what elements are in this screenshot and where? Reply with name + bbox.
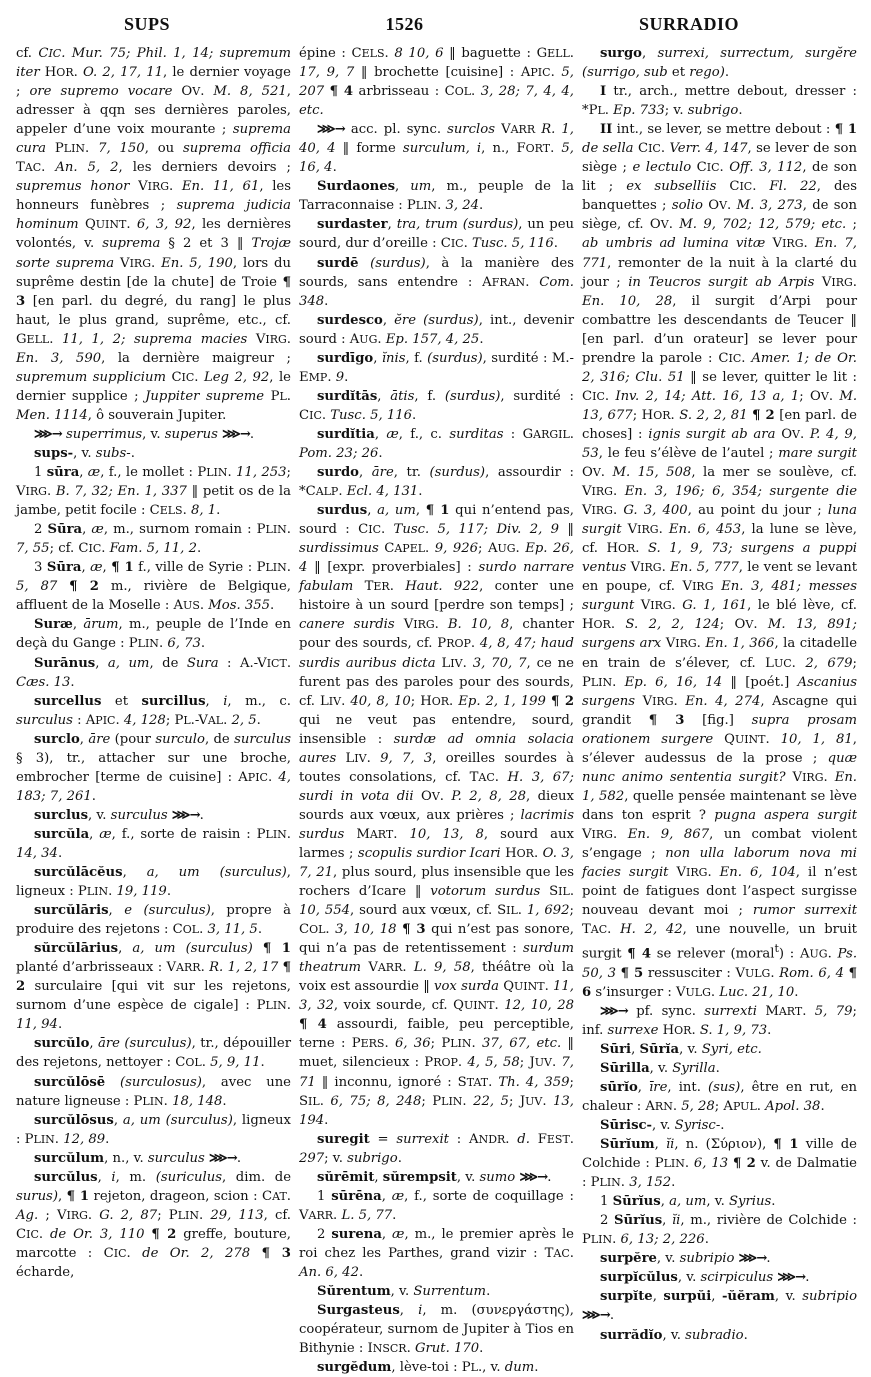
dictionary-entry: I tr., arch., mettre debout, dresser : *PL. Ep. 733; v. subrigo. — [582, 84, 857, 119]
dictionary-entry: Suræ, ārum, m., peuple de l’Inde en deçà du Gange : PLIN. 6, 73. — [16, 617, 291, 652]
dictionary-entry: 1 sūra, æ, f., le mollet : PLIN. 11, 253; VIRG. B. 7, 32; En. 1, 337 ‖ petit os de la jambe, petit focile : CELS. 8, 1. — [16, 465, 292, 519]
dictionary-entry: Sūrisc-, v. Syrisc-. — [600, 1118, 725, 1134]
dictionary-entry: surcŭlāris, e (surculus), propre à produire des rejetons : COL. 3, 11, 5. — [16, 903, 291, 938]
dictionary-entry: surcŭlācĕus, a, um (surculus), ligneux : PLIN. 19, 119. — [16, 865, 291, 900]
dictionary-entry: 3 Sūra, æ, ¶ 1 f., ville de Syrie : PLIN. 5, 87 ¶ 2 m., rivière de Belgique, affluent de la Moselle : AUS. Mos. 355. — [16, 560, 291, 614]
entry-continuation: cf. CIC. Mur. 75; Phil. 1, 14; supremum iter HOR. O. 2, 17, 11, le dernier voyage ; ore supremo vocare OV. M. 8, 521, adresser à qqn ses dernières paroles, appeler d’une voix mourante ; suprema cura PLIN. 7, 150, ou suprema officia TAC. An. 5, 2, les derniers devoirs ; supremus honor VIRG. En. 11, 61, les honneurs funèbres ; suprema judicia hominum QUINT. 6, 3, 92, les dernières volontés, v. suprema § 2 et 3 ‖ Trojæ sorte suprema VIRG. En. 5, 190, lors du suprême destin [de la chute] de Troie ¶ 3 [en parl. du degré, du rang] le plus haut, le plus grand, suprême, etc., cf. GELL. 11, 1, 2; suprema macies VIRG. En. 3, 590, la dernière maigreur ; supremum supplicium CIC. Leg 2, 92, le dernier supplice ; Juppiter supreme PL. Men. 1114, ô souverain Jupiter. — [16, 46, 292, 423]
dictionary-entry: surcŭlum, n., v. surculus ⋙→. — [34, 1150, 242, 1166]
dictionary-entry: surcŭlo, āre (surculus), tr., dépouiller des rejetons, nettoyer : COL. 5, 9, 11. — [16, 1036, 292, 1071]
dictionary-entry: surcellus et surcillus, i, m., c. surculus : APIC. 4, 128; PL.-VAL. 2, 5. — [16, 693, 291, 728]
dictionary-entry: 2 Sūra, æ, m., surnom romain : PLIN. 7, 55; cf. CIC. Fam. 5, 11, 2. — [16, 522, 291, 557]
dictionary-entry: Sūrilla, v. Syrilla. — [600, 1060, 720, 1076]
dictionary-entry: surcŭlus, i, m. (suriculus, dim. de surus), ¶ 1 rejeton, drageon, scion : CAT. Ag. ; VIRG. G. 2, 87; PLIN. 29, 113, cf. CIC. de Or. 3, 110 ¶ 2 greffe, bouture, marcotte : CIC. de Or. 2, 278 ¶ 3 écharde, — [16, 1169, 292, 1280]
dictionary-entry: surdĭtās, ātis, f. (surdus), surdité : CIC. Tusc. 5, 116. — [299, 388, 574, 423]
running-header — [16, 14, 857, 44]
entry-continuation: épine : CELS. 8 10, 6 ‖ baguette : GELL. 17, 9, 7 ‖ brochette [cuisine] : APIC. 5, 207 ¶ 4 arbrisseau : COL. 3, 28; 7, 4, 4, etc. — [299, 46, 574, 119]
dictionary-entry: ⋙→ superrimus, v. superus ⋙→. — [34, 426, 255, 442]
column-2 — [299, 44, 575, 1376]
dictionary-entry: surcŭlōsē (surculosus), avec une nature ligneuse : PLIN. 18, 148. — [16, 1074, 291, 1109]
dictionary-entry: Sūrĭum, ĭi, n. (Σύριον), ¶ 1 ville de Colchide : PLIN. 6, 13 ¶ 2 v. de Dalmatie : PLIN. 3, 152. — [582, 1137, 857, 1191]
dictionary-entry: sŭrcŭlārius, a, um (surculus) ¶ 1 planté d’arbrisseaux : VARR. R. 1, 2, 17 ¶ 2 surculaire [qui vit sur les rejetons, surnom d’une espèce de cigale] : PLIN. 11, 94. — [16, 941, 291, 1033]
dictionary-entry: Surdaones, um, m., peuple de la Tarraconnaise : PLIN. 3, 24. — [299, 179, 574, 214]
dictionary-entry: surpĭcŭlus, v. scirpiculus ⋙→. — [600, 1270, 810, 1286]
dictionary-entry: sŭrēmit, sŭrempsit, v. sumo ⋙→. — [317, 1169, 552, 1185]
dictionary-entry: Surgasteus, i, m. (συνεργάστης), coopérateur, surnom de Jupiter à Tios en Bithynie : INSCR. Grut. 170. — [299, 1303, 575, 1357]
dictionary-entry: surcŭla, æ, f., sorte de raisin : PLIN. 14, 34. — [16, 826, 291, 861]
dictionary-entry: surdesco, ĕre (surdus), int., devenir sourd : AUG. Ep. 157, 4, 25. — [299, 312, 574, 347]
dictionary-entry: surdīgo, ĭnis, f. (surdus), surdité : M.-EMP. 9. — [299, 350, 574, 385]
header-left-guide-word: SUPS — [124, 14, 171, 34]
dictionary-entry: surdē (surdus), à la manière des sourds, sans entendre : AFRAN. Com. 348. — [299, 255, 574, 309]
dictionary-entry: surdaster, tra, trum (surdus), un peu sourd, dur d’oreille : CIC. Tusc. 5, 116. — [299, 217, 574, 252]
dictionary-entry: surcŭlōsus, a, um (surculus), ligneux : PLIN. 12, 89. — [16, 1112, 291, 1147]
header-right-guide-word: SURRADIO — [638, 14, 739, 34]
dictionary-entry: sups-, v. subs-. — [34, 445, 135, 461]
dictionary-entry: 1 sūrēna, æ, f., sorte de coquillage : VARR. L. 5, 77. — [299, 1188, 574, 1223]
dictionary-entry: surdĭtia, æ, f., c. surditas : GARGIL. Pom. 23; 26. — [299, 426, 574, 461]
dictionary-entry: 1 Sūrĭus, a, um, v. Syrius. — [600, 1194, 776, 1210]
dictionary-entry: surdo, āre, tr. (surdus), assourdir : *CALP. Ecl. 4, 131. — [299, 465, 574, 500]
dictionary-entry: surgĕdum, lève-toi : PL., v. dum. — [317, 1360, 539, 1376]
dictionary-entry: ⋙→ pf. sync. surrexti MART. 5, 79; inf. surrexe HOR. S. 1, 9, 73. — [582, 1003, 857, 1038]
column-1 — [16, 44, 291, 1354]
dictionary-entry: II int., se lever, se mettre debout : ¶ 1 de sella CIC. Verr. 4, 147, se lever de son siège ; e lectulo CIC. Off. 3, 112, de son lit ; ex subselliis CIC. Fl. 22, des banquettes ; solio OV. M. 3, 273, de son siège, cf. OV. M. 9, 702; 12, 579; etc. ; ab umbris ad lumina vitæ VIRG. En. 7, 771, remonter de la nuit à la clarté du jour ; in Teucros surgit ab Arpis VIRG. En. 10, 28, il surgit d’Arpi pour combattre les descendants de Teucer ‖ [en parl. d’un orateur] se lever pour prendre la parole : CIC. Amer. 1; de Or. 2, 316; Clu. 51 ‖ se lever, quitter le lit : CIC. Inv. 2, 14; Att. 16, 13 a, 1; OV. M. 13, 677; HOR. S. 2, 2, 81 ¶ 2 [en parl. de choses] : ignis surgit ab ara OV. P. 4, 9, 53, le feu s’élève de l’autel ; mare surgit OV. M. 15, 508, la mer se soulève, cf. VIRG. En. 3, 196; 6, 354; surgente die VIRG. G. 3, 400, au point du jour ; luna surgit VIRG. En. 6, 453, la lune se lève, cf. HOR. S. 1, 9, 73; surgens a puppi ventus VIRG. En. 5, 777, le vent se levant en poupe, cf. VIRG En. 3, 481; messes surgunt VIRG. G. 1, 161, le blé lève, cf. HOR. S. 2, 2, 124; OV. M. 13, 891; surgens arx VIRG. En. 1, 366, la citadelle en train de s’élever, cf. LUC. 2, 679; PLIN. Ep. 6, 16, 14 ‖ [poét.] Ascanius surgens VIRG. En. 4, 274, Ascagne qui grandit ¶ 3 [fig.] supra prosam orationem surgere QUINT. 10, 1, 81, s’élever audessus de la prose ; quæ nunc animo sententia surgit? VIRG. En. 1, 582, quelle pensée maintenant se lève dans ton esprit ? pugna aspera surgit VIRG. En. 9, 867, un combat violent s’engage ; non ulla laborum nova mi facies surgit VIRG. En. 6, 104, il n’est point de fatigues dont l’aspect surgisse nouveau devant moi ; rumor surrexit TAC. H. 2, 42, une nouvelle, un bruit surgit ¶ 4 se relever (moral$^t$) : AUG. Ps. 50, 3 ¶ 5 ressusciter : VULG. Rom. 6, 4 ¶ 6 s’insurger : VULG. Luc. 21, 10. — [582, 122, 858, 1000]
page-number: 1526 — [385, 14, 424, 34]
text-columns — [16, 44, 858, 1376]
dictionary-entry: surdus, a, um, ¶ 1 qui n’entend pas, sourd : CIC. Tusc. 5, 117; Div. 2, 9 ‖ surdissimus CAPEL. 9, 926; AUG. Ep. 26, 4 ‖ [expr. proverbiales] : surdo narrare fabulam TER. Haut. 922, conter une histoire à un sourd [perdre son temps] ; canere surdis VIRG. B. 10, 8, chanter pour des sourds, cf. PROP. 4, 8, 47; haud surdis auribus dicta LIV. 3, 70, 7, ce ne furent pas des paroles pour des sourds, cf. LIV. 40, 8, 10; HOR. Ep. 2, 1, 199 ¶ 2 qui ne veut pas entendre, sourd, insensible : surdæ ad omnia solacia aures LIV. 9, 7, 3, oreilles sourdes à toutes consolations, cf. TAC. H. 3, 67; surdi in vota dii OV. P. 2, 8, 28, dieux sourds aux vœux, aux prières ; lacrimis surdus MART. 10, 13, 8, sourd aux larmes ; scopulis surdior Icari HOR. O. 3, 7, 21, plus sourd, plus insensible que les rochers d’Icare ‖ votorum surdus SIL. 10, 554, sourd aux vœux, cf. SIL. 1, 692; COL. 3, 10, 18 ¶ 3 qui n’est pas sonore, qui n’a pas de retentissement : surdum theatrum VARR. L. 9, 58, théâtre où la voix est assourdie ‖ vox surda QUINT. 11, 3, 32, voix sourde, cf. QUINT. 12, 10, 28 ¶ 4 assourdi, faible, peu perceptible, terne : PERS. 6, 36; PLIN. 37, 67, etc. ‖ muet, silencieux : PROP. 4, 5, 58; JUV. 7, 71 ‖ inconnu, ignoré : STAT. Th. 4, 359; SIL. 6, 75; 8, 248; PLIN. 22, 5; JUV. 13, 194. — [299, 503, 575, 1128]
dictionary-entry: sūrĭo, īre, int. (sus), être en rut, en chaleur : ARN. 5, 28; APUL. Apol. 38. — [582, 1079, 857, 1114]
dictionary-entry: 2 Sūrĭus, ĭi, m., rivière de Colchide : PLIN. 6, 13; 2, 226. — [582, 1213, 857, 1248]
dictionary-entry: surclus, v. surculus ⋙→. — [34, 807, 204, 823]
dictionary-entry: Sūri, Sūrĭa, v. Syri, etc. — [600, 1041, 762, 1057]
dictionary-entry: surrădĭo, v. subradio. — [600, 1327, 748, 1343]
dictionary-entry: ⋙→ acc. pl. sync. surclos VARR R. 1, 40, 4 ‖ forme surculum, i, n., FORT. 5, 16, 4. — [299, 122, 575, 176]
column-3 — [582, 44, 857, 1354]
dictionary-entry: Sŭrentum, v. Surrentum. — [317, 1284, 491, 1300]
dictionary-entry: surclo, āre (pour surculo, de surculus § 3), tr., attacher sur une broche, embrocher [terme de cuisine] : APIC. 4, 183; 7, 261. — [16, 731, 291, 804]
dictionary-entry: Surānus, a, um, de Sura : A.-VICT. Cæs. 13. — [16, 655, 292, 690]
dictionary-entry: suregit = surrexit : ANDR. d. FEST. 297; v. subrigo. — [299, 1131, 574, 1166]
dictionary-entry: surpĭte, surpŭi, -ŭĕram, v. subripio ⋙→. — [582, 1289, 858, 1324]
dictionary-entry: surgo, surrexi, surrectum, surgĕre (surrigo, sub et rego). — [582, 46, 857, 81]
dictionary-entry: 2 surena, æ, m., le premier après le roi chez les Parthes, grand vizir : TAC. An. 6, 42. — [299, 1226, 574, 1280]
dictionary-entry: surpĕre, v. subripio ⋙→. — [600, 1251, 771, 1267]
